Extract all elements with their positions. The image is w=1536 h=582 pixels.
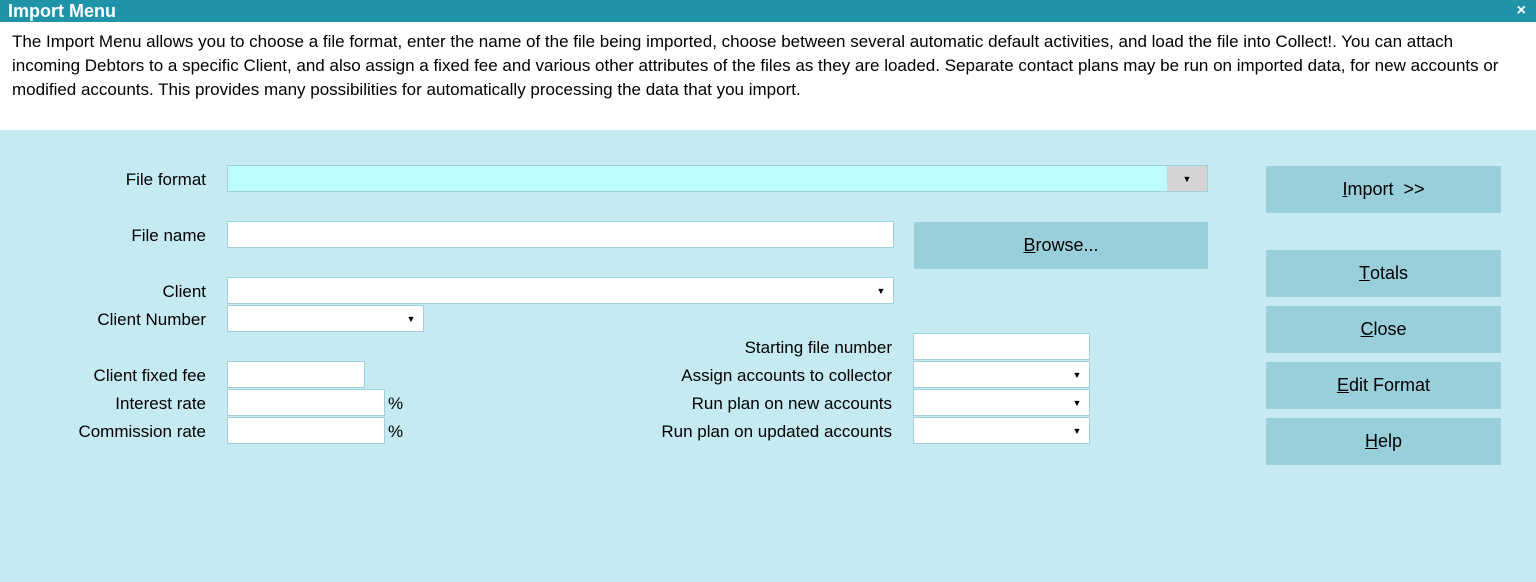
edit-format-label: dit Format [1348, 375, 1431, 395]
close-mnemonic: C [1360, 319, 1374, 339]
interest-rate-percent: % [388, 394, 404, 413]
client-fixed-fee-input[interactable] [228, 362, 364, 387]
client-fixed-fee-field[interactable] [227, 361, 365, 388]
chevron-down-icon[interactable]: ▼ [406, 313, 416, 324]
client-number-dropdown[interactable] [227, 305, 424, 332]
import-button[interactable] [1266, 166, 1501, 213]
browse-mnemonic: B [1023, 235, 1036, 255]
starting-file-number-field[interactable] [913, 333, 1090, 360]
file-name-input[interactable] [228, 222, 893, 247]
starting-file-number-input[interactable] [914, 334, 1089, 359]
assign-collector-label: Assign accounts to collector [681, 366, 892, 385]
import-label: mport >> [1347, 179, 1425, 199]
client-label: Client [162, 282, 206, 301]
chevron-down-icon[interactable]: ▼ [1072, 369, 1082, 380]
client-number-input[interactable] [228, 306, 423, 331]
commission-rate-input[interactable] [228, 418, 384, 443]
file-format-input[interactable] [228, 166, 1207, 191]
chevron-down-icon[interactable]: ▼ [1167, 166, 1207, 191]
close-icon[interactable]: × [1516, 2, 1526, 19]
file-format-dropdown[interactable] [227, 165, 1208, 192]
chevron-down-icon[interactable]: ▼ [1072, 425, 1082, 436]
run-plan-new-dropdown[interactable] [913, 389, 1090, 416]
chevron-down-icon[interactable]: ▼ [876, 285, 886, 296]
client-input[interactable] [228, 278, 893, 303]
description-panel [0, 22, 1536, 130]
interest-rate-label: Interest rate [115, 394, 206, 413]
window-title: Import Menu [8, 1, 116, 21]
description-text: The Import Menu allows you to choose a file format, enter the name of the file being imported, choose between several automatic default activities, and load the file into Collect!. You can attach incoming Debtors to a specific Client, and also assign a fixed fee and various other attributes of the files as they are loaded. Separate contact plans may be run on imported data, for new accounts or modified accounts. This provides many possibilities for automatically processing the data that you import. [12, 32, 1499, 99]
interest-rate-field[interactable] [227, 389, 385, 416]
totals-label: otals [1369, 263, 1409, 283]
file-name-field[interactable] [227, 221, 894, 248]
interest-rate-input[interactable] [228, 390, 384, 415]
file-name-label: File name [131, 226, 206, 245]
edit-format-mnemonic: E [1336, 375, 1349, 395]
file-format-label: File format [125, 170, 206, 189]
run-plan-updated-label: Run plan on updated accounts [661, 422, 892, 441]
starting-file-number-label: Starting file number [744, 338, 892, 357]
close-button[interactable] [1266, 306, 1501, 353]
commission-rate-label: Commission rate [78, 422, 206, 441]
run-plan-new-label: Run plan on new accounts [691, 394, 892, 413]
assign-collector-input[interactable] [914, 362, 1089, 387]
help-mnemonic: H [1364, 431, 1378, 451]
run-plan-new-input[interactable] [914, 390, 1089, 415]
browse-button[interactable] [914, 222, 1208, 269]
run-plan-updated-dropdown[interactable] [913, 417, 1090, 444]
client-dropdown[interactable] [227, 277, 894, 304]
totals-button[interactable] [1266, 250, 1501, 297]
commission-rate-field[interactable] [227, 417, 385, 444]
commission-rate-percent: % [388, 422, 404, 441]
client-number-label: Client Number [97, 310, 206, 329]
totals-mnemonic: T [1358, 263, 1370, 283]
import-mnemonic: I [1342, 179, 1348, 199]
chevron-down-icon[interactable]: ▼ [1072, 397, 1082, 408]
client-fixed-fee-label: Client fixed fee [93, 366, 206, 385]
run-plan-updated-input[interactable] [914, 418, 1089, 443]
assign-collector-dropdown[interactable] [913, 361, 1090, 388]
help-label: elp [1377, 431, 1403, 451]
edit-format-button[interactable] [1266, 362, 1501, 409]
browse-label: rowse... [1035, 235, 1099, 255]
help-button[interactable] [1266, 418, 1501, 465]
title-bar [0, 0, 1536, 22]
close-label: lose [1373, 319, 1407, 339]
